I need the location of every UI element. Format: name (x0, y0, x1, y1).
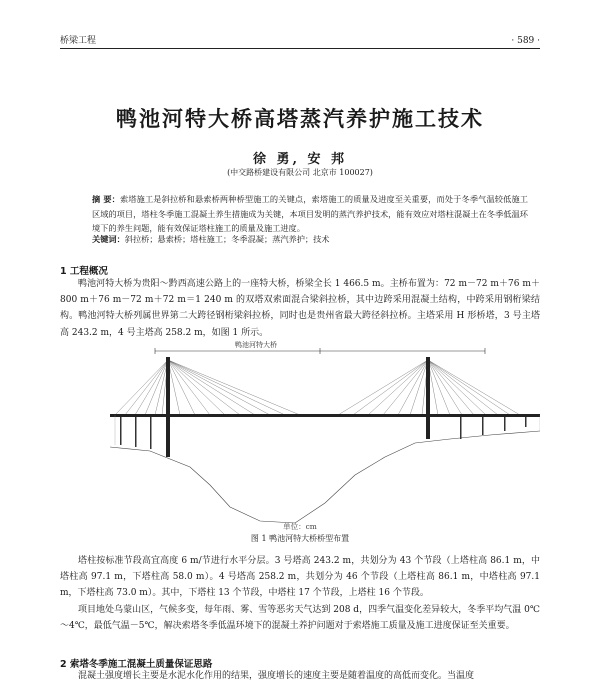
header-rule (60, 48, 540, 49)
article-title: 鸭池河特大桥高塔蒸汽养护施工技术 (116, 107, 484, 131)
keywords (92, 234, 528, 245)
affiliation: (中交路桥建设有限公司 北京市 100027) (227, 168, 373, 177)
ground-profile (110, 431, 540, 523)
cable-fan-left (115, 360, 300, 415)
abstract (92, 192, 528, 236)
figure-unit: 单位：cm (283, 522, 317, 531)
keywords-label: 关键词： (92, 234, 125, 244)
bridge-layout-figure (110, 335, 540, 530)
section-2-paragraph: 混凝土强度增长主要是水泥水化作用的结果，强度增长的速度主要是随着温度的高低而变化。当温度 (78, 671, 475, 681)
pylon-4 (426, 357, 430, 439)
paragraph-climate: 项目地处乌蒙山区，气候多变，每年雨、雾、雪等恶劣天气达到 208 d，四季气温变化差异较大，冬季平均气温 0℃～4℃，最低气温－5℃，解决索塔冬季低温环境下的混凝土养护问题对于索塔施工质量及施工进度保证至关重要。 (60, 605, 540, 632)
approach-piers (120, 417, 527, 449)
section-1-paragraph: 鸭池河特大桥为贵阳～黔西高速公路上的一座特大桥，桥梁全长 1 466.5 m。主桥布置为：72 m－72 m＋76 m＋800 m＋76 m－72 m＋72 m＝1 240 m 的双塔双索面混合梁斜拉桥，其中边跨采用混凝土结构，中跨采用钢桁梁结构。鸭池河特大桥列属世界第二大跨径钢桁梁斜拉桥，同时也是贵州省最大跨径斜拉桥。主塔采用 H 形桥塔，3 号主塔高 243.2 m，4 号主塔高 258.2 m，如图 1 所示。 (60, 279, 540, 338)
figure-label: 鸭池河特大桥 (235, 341, 277, 349)
bridge-deck (110, 414, 540, 417)
pylon-3 (166, 357, 170, 457)
abstract-text: 索塔施工是斜拉桥和悬索桥两种桥型施工的关键点，索塔施工的质量及进度至关重要，而处于冬季气温较低施工区域的项目，塔柱冬季施工混凝土养生措施成为关键，本项目发明的蒸汽养护技术，能有效应对塔柱混凝土在冬季低温环境下的养生问题，能有效保证塔柱施工的质量及施工进度。 (92, 194, 528, 233)
figure-caption: 图 1 鸭池河特大桥桥型布置 (250, 534, 350, 543)
journal-name: 桥梁工程 (60, 36, 97, 46)
section-2-heading: 2 索塔冬季施工混凝土质量保证思路 (60, 659, 213, 670)
abstract-label: 摘 要： (92, 194, 120, 204)
authors: 徐 勇, 安 邦 (252, 152, 348, 167)
page-header (60, 30, 540, 46)
paragraph-tower-segments: 塔柱按标准节段高宜高度 6 m/节进行水平分层。3 号塔高 243.2 m，共划分为 43 个节段（上塔柱高 86.1 m，中塔柱高 97.1 m，下塔柱高 58.0 m）。4 号塔高 258.2 m，共划分为 46 个节段（上塔柱高 86.1 m，中塔柱高 97.1 m，下塔柱高 73.0 m）。其中，下塔柱 13 个节段，中塔柱 17 个节段，上塔柱 16 个节段。 (60, 556, 540, 599)
page-number: · 589 · (511, 36, 540, 46)
section-1-heading: 1 工程概况 (60, 266, 108, 277)
keywords-text: 斜拉桥；悬索桥；塔柱施工；冬季混凝；蒸汽养护；技术 (124, 234, 330, 244)
